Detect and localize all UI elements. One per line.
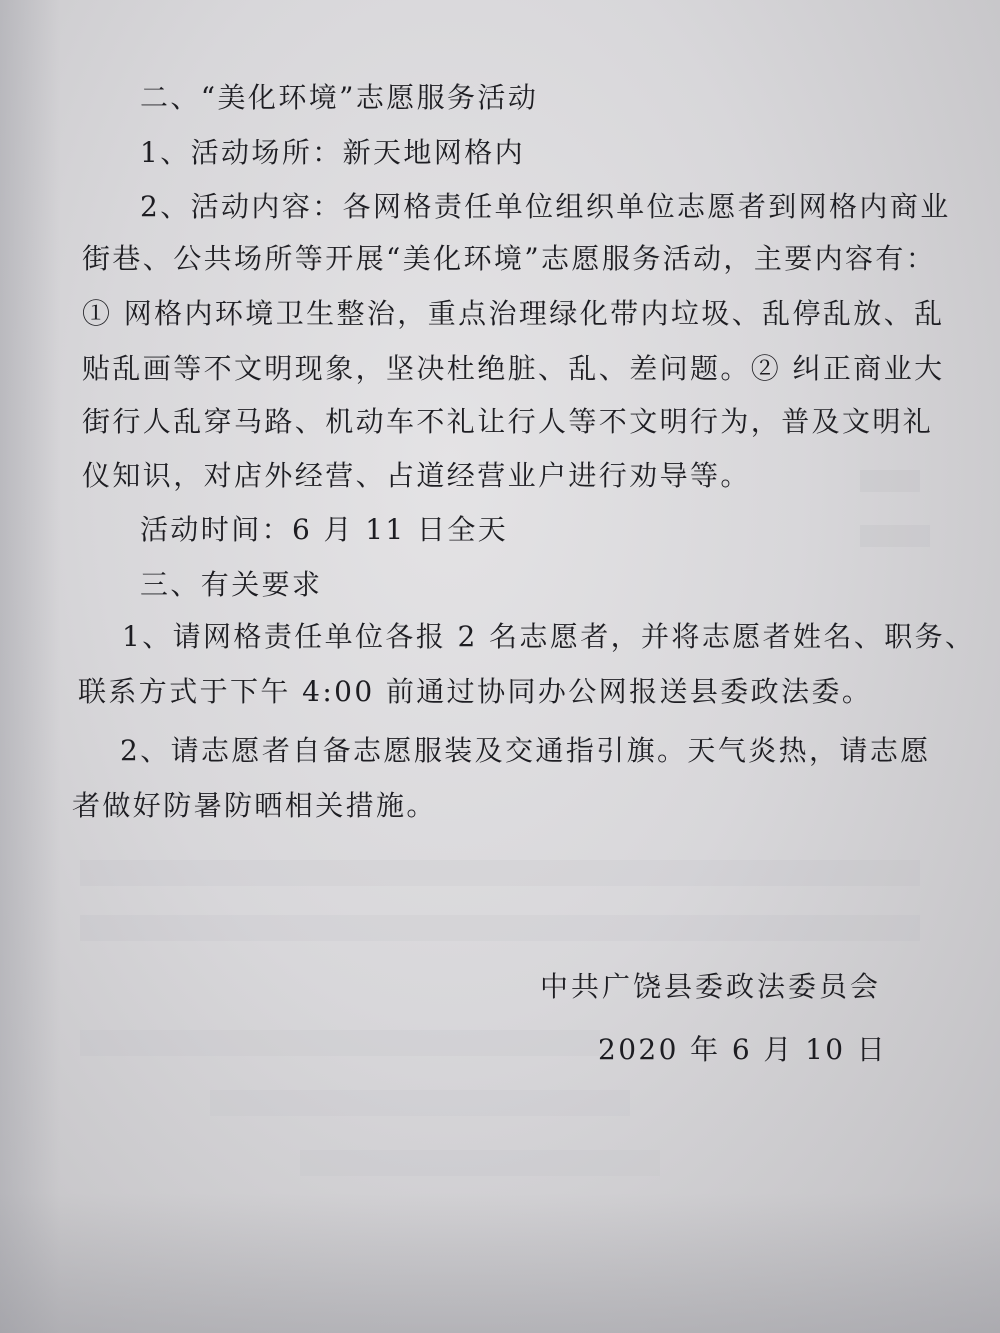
activity-content-line: 2、活动内容：各网格责任单位组织单位志愿者到网格内商业 — [140, 190, 951, 223]
section-heading-two: 二、“美化环境”志愿服务活动 — [140, 81, 539, 114]
show-through-texture — [860, 470, 920, 492]
activity-time: 活动时间：6 月 11 日全天 — [140, 513, 509, 546]
signature-date: 2020 年 6 月 10 日 — [598, 1033, 888, 1066]
activity-content-line: 街巷、公共场所等开展“美化环境”志愿服务活动，主要内容有： — [82, 242, 937, 275]
activity-content-line: 仪知识，对店外经营、占道经营业户进行劝导等。 — [82, 459, 751, 492]
activity-place: 1、活动场所：新天地网格内 — [140, 136, 526, 169]
show-through-texture — [300, 1150, 660, 1176]
activity-content-line: ① 网格内环境卫生整治，重点治理绿化带内垃圾、乱停乱放、乱 — [82, 297, 945, 330]
show-through-texture — [80, 915, 920, 941]
section-heading-three: 三、有关要求 — [140, 568, 323, 601]
show-through-texture — [80, 860, 920, 886]
requirement-line: 者做好防暑防晒相关措施。 — [72, 789, 437, 822]
show-through-texture — [860, 525, 930, 547]
requirement-line: 1、请网格责任单位各报 2 名志愿者，并将志愿者姓名、职务、 — [122, 620, 976, 653]
requirement-line: 联系方式于下午 4:00 前通过协同办公网报送县委政法委。 — [78, 675, 873, 708]
paper-fold-shadow — [0, 0, 60, 1333]
signature-organization: 中共广饶县委政法委员会 — [540, 970, 882, 1003]
activity-content-line: 街行人乱穿马路、机动车不礼让行人等不文明行为，普及文明礼 — [82, 405, 934, 438]
paper-bottom-shadow — [0, 1193, 1000, 1333]
show-through-texture — [210, 1090, 630, 1116]
activity-content-line: 贴乱画等不文明现象，坚决杜绝脏、乱、差问题。② 纠正商业大 — [82, 352, 945, 385]
requirement-line: 2、请志愿者自备志愿服装及交通指引旗。天气炎热，请志愿 — [120, 734, 931, 767]
show-through-texture — [80, 1030, 600, 1056]
